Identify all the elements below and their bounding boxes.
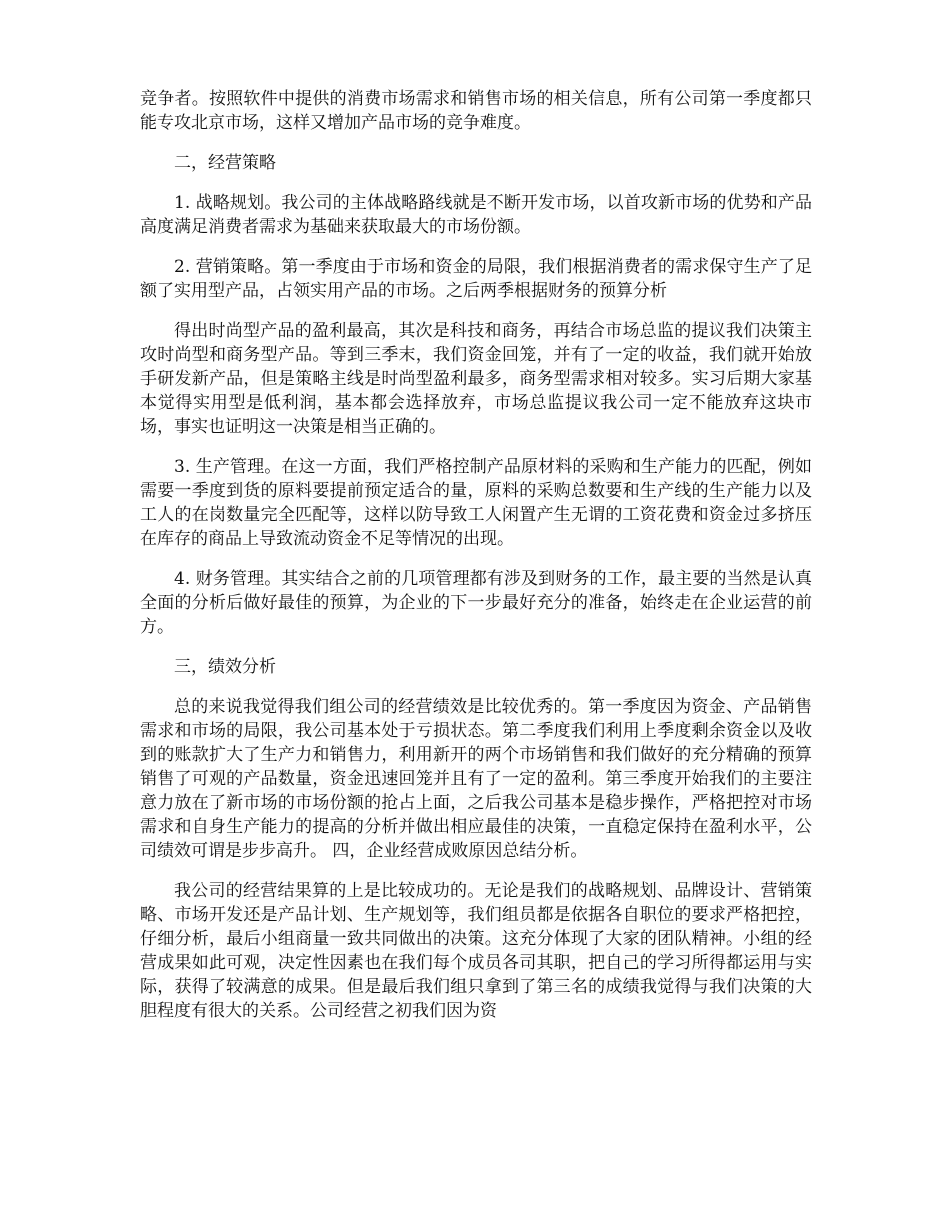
paragraph-performance-analysis: 总的来说我觉得我们组公司的经营绩效是比较优秀的。第一季度因为资金、产品销售需求和市场的局限，我公司基本处于亏损状态。第二季度我们利用上季度剩余资金以及收到的账款扩大了生产力和销售力，利用新开的两个市场销售和我们做好的充分精确的预算销售了可观的产品数量，资金迅速回笼并且有了一定的盈利。第三季度开始我们的主要注意力放在了新市场的市场份额的抢占上面，之后我公司基本是稳步操作，严格把控对市场需求和自身生产能力的提高的分析并做出相应最佳的决策，一直稳定保持在盈利水平，公司绩效可谓是步步高升。 四，企业经营成败原因总结分析。: [140, 697, 812, 861]
paragraph-marketing-strategy: 2. 营销策略。第一季度由于市场和资金的局限，我们根据消费者的需求保守生产了足额了实用型产品，占领实用产品的市场。之后两季根据财务的预算分析: [140, 257, 812, 301]
paragraph-strategic-planning: 1. 战略规划。我公司的主体战略路线就是不断开发市场，以首攻新市场的优势和产品高度满足消费者需求为基础来获取最大的市场份额。: [140, 193, 812, 237]
paragraph-marketing-continued: 得出时尚型产品的盈利最高，其次是科技和商务，再结合市场总监的提议我们决策主攻时尚型和商务型产品。等到三季末，我们资金回笼，并有了一定的收益，我们就开始放手研发新产品，但是策略主线是时尚型盈利最多，商务型需求相对较多。实习后期大家基本觉得实用型是低利润，基本都会选择放弃，市场总监提议我公司一定不能放弃这块市场，事实也证明这一决策是相当正确的。: [140, 321, 812, 437]
paragraph-production-management: 3. 生产管理。在这一方面，我们严格控制产品原材料的采购和生产能力的匹配，例如需要一季度到货的原料要提前预定适合的量，原料的采购总数要和生产线的生产能力以及工人的在岗数量完全匹配等，这样以防导致工人闲置产生无谓的工资花费和资金过多挤压在库存的商品上导致流动资金不足等情况的出现。: [140, 457, 812, 549]
paragraph-financial-management: 4. 财务管理。其实结合之前的几项管理都有涉及到财务的工作，最主要的当然是认真全面的分析后做好最佳的预算，为企业的下一步最好充分的准备，始终走在企业运营的前方。: [140, 569, 812, 637]
document-page: [140, 87, 812, 1039]
section-heading-strategy: 二，经营策略: [174, 153, 276, 173]
section-heading-performance: 三，绩效分析: [174, 657, 276, 677]
paragraph-success-analysis: 我公司的经营结果算的上是比较成功的。无论是我们的战略规划、品牌设计、营销策略、市场开发还是产品计划、生产规划等，我们组员都是依据各自职位的要求严格把控，仔细分析，最后小组商量一致共同做出的决策。这充分体现了大家的团队精神。小组的经营成果如此可观，决定性因素也在我们每个成员各司其职，把自己的学习所得都运用与实际，获得了较满意的成果。但是最后我们组只拿到了第三名的成绩我觉得与我们决策的大胆程度有很大的关系。公司经营之初我们因为资: [140, 881, 812, 1021]
paragraph-continued: 竞争者。按照软件中提供的消费市场需求和销售市场的相关信息，所有公司第一季度都只能专攻北京市场，这样又增加产品市场的竞争难度。: [140, 89, 812, 133]
